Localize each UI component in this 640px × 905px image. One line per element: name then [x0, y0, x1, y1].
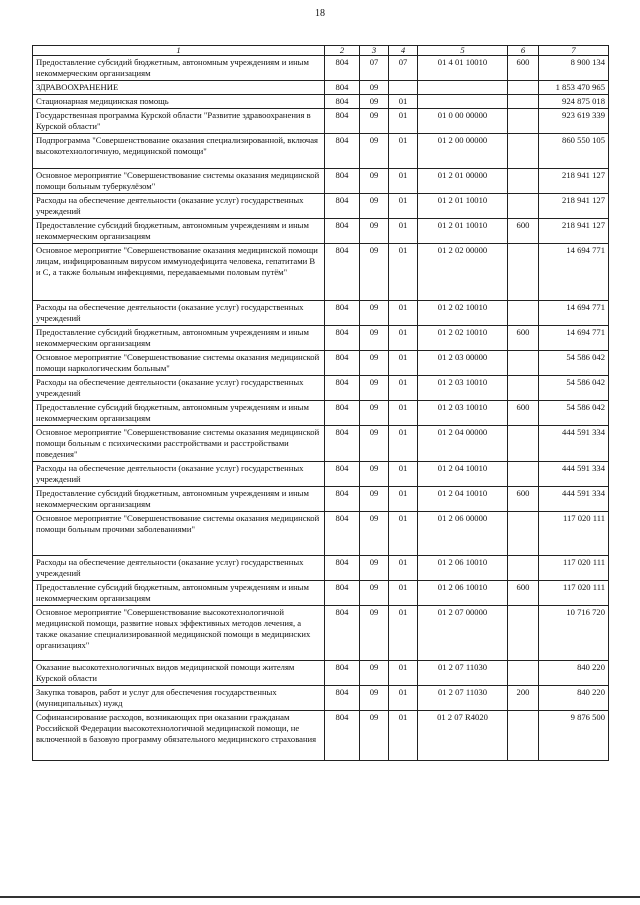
row-vr-cell — [508, 462, 539, 487]
header-col-7: 7 — [539, 46, 609, 56]
row-vr-cell — [508, 606, 539, 661]
row-sum-cell: 117 020 111 — [539, 512, 609, 556]
row-name-cell: Основное мероприятие "Совершенствование системы оказания медицинской помощи больным с психическими расстройствами и расстройствами поведения" — [33, 426, 325, 462]
row-rz-cell: 09 — [360, 81, 389, 95]
table-row — [33, 95, 609, 109]
row-sum-cell: 10 716 720 — [539, 606, 609, 661]
row-csr-cell: 01 2 07 11030 — [418, 661, 508, 686]
row-sum-cell: 923 619 339 — [539, 109, 609, 134]
row-name-cell: Основное мероприятие "Совершенствование системы оказания медицинской помощи больным туберкулёзом" — [33, 169, 325, 194]
row-name-cell: Предоставление субсидий бюджетным, автономным учреждениям и иным некоммерческим организациям — [33, 581, 325, 606]
row-name-cell: Основное мероприятие "Совершенствование высокотехнологичной медицинской помощи, развитие новых эффективных методов лечения, а также оказание специализированной медицинской помощи в медицинских организациях" — [33, 606, 325, 661]
row-rz-cell: 09 — [360, 244, 389, 301]
row-rz-cell: 09 — [360, 711, 389, 761]
row-vr-cell — [508, 556, 539, 581]
row-pr-cell: 01 — [389, 686, 418, 711]
row-name-cell: Софинансирование расходов, возникающих при оказании гражданам Российской Федерации высокотехнологичной медицинской помощи, не включенной в базовую программу обязательного медицинского страхования — [33, 711, 325, 761]
row-sum-cell: 54 586 042 — [539, 351, 609, 376]
row-name-cell: Предоставление субсидий бюджетным, автономным учреждениям и иным некоммерческим организациям — [33, 326, 325, 351]
row-rz-cell: 09 — [360, 487, 389, 512]
table-row — [33, 606, 609, 661]
row-pr-cell: 01 — [389, 109, 418, 134]
row-pr-cell — [389, 81, 418, 95]
row-pr-cell: 01 — [389, 487, 418, 512]
row-csr-cell: 01 2 07 00000 — [418, 606, 508, 661]
row-gr-cell: 804 — [325, 711, 360, 761]
row-csr-cell: 01 2 02 00000 — [418, 244, 508, 301]
row-pr-cell: 01 — [389, 376, 418, 401]
row-name-cell: Основное мероприятие "Совершенствование оказания медицинской помощи лицам, инфицированным вирусом иммунодефицита человека, гепатитами В и С, а также больным инфекциями, передаваемыми половым путём" — [33, 244, 325, 301]
row-csr-cell: 01 2 06 00000 — [418, 512, 508, 556]
row-pr-cell: 01 — [389, 401, 418, 426]
row-pr-cell: 01 — [389, 244, 418, 301]
row-pr-cell: 01 — [389, 512, 418, 556]
row-rz-cell: 09 — [360, 134, 389, 169]
row-rz-cell: 09 — [360, 556, 389, 581]
row-gr-cell: 804 — [325, 401, 360, 426]
row-sum-cell: 117 020 111 — [539, 581, 609, 606]
row-gr-cell: 804 — [325, 487, 360, 512]
row-sum-cell: 218 941 127 — [539, 169, 609, 194]
row-pr-cell: 01 — [389, 462, 418, 487]
row-sum-cell: 860 550 105 — [539, 134, 609, 169]
table-row — [33, 686, 609, 711]
row-csr-cell: 01 2 01 10010 — [418, 194, 508, 219]
row-vr-cell — [508, 194, 539, 219]
row-pr-cell: 01 — [389, 219, 418, 244]
row-gr-cell: 804 — [325, 219, 360, 244]
row-csr-cell: 01 4 01 10010 — [418, 56, 508, 81]
table-row — [33, 426, 609, 462]
row-csr-cell: 01 2 02 10010 — [418, 301, 508, 326]
row-csr-cell: 01 2 04 10010 — [418, 462, 508, 487]
table-row — [33, 401, 609, 426]
row-rz-cell: 09 — [360, 401, 389, 426]
row-gr-cell: 804 — [325, 169, 360, 194]
page-number: 18 — [315, 8, 325, 19]
row-rz-cell: 09 — [360, 661, 389, 686]
row-gr-cell: 804 — [325, 462, 360, 487]
row-vr-cell — [508, 244, 539, 301]
row-rz-cell: 09 — [360, 351, 389, 376]
row-name-cell: Закупка товаров, работ и услуг для обеспечения государственных (муниципальных) нужд — [33, 686, 325, 711]
row-sum-cell: 54 586 042 — [539, 401, 609, 426]
row-name-cell: Расходы на обеспечение деятельности (оказание услуг) государственных учреждений — [33, 556, 325, 581]
row-pr-cell: 07 — [389, 56, 418, 81]
table-body — [33, 56, 609, 761]
row-sum-cell: 840 220 — [539, 686, 609, 711]
row-csr-cell: 01 2 03 00000 — [418, 351, 508, 376]
table-row — [33, 556, 609, 581]
row-vr-cell: 600 — [508, 487, 539, 512]
row-sum-cell: 1 853 470 965 — [539, 81, 609, 95]
row-csr-cell: 01 2 03 10010 — [418, 401, 508, 426]
row-csr-cell: 01 2 02 10010 — [418, 326, 508, 351]
row-pr-cell: 01 — [389, 581, 418, 606]
row-csr-cell: 01 2 06 10010 — [418, 581, 508, 606]
row-pr-cell: 01 — [389, 169, 418, 194]
row-vr-cell — [508, 426, 539, 462]
row-vr-cell — [508, 711, 539, 761]
row-rz-cell: 09 — [360, 686, 389, 711]
row-gr-cell: 804 — [325, 95, 360, 109]
row-vr-cell — [508, 109, 539, 134]
row-name-cell: Предоставление субсидий бюджетным, автономным учреждениям и иным некоммерческим организациям — [33, 401, 325, 426]
table-row — [33, 376, 609, 401]
row-vr-cell — [508, 95, 539, 109]
budget-table — [32, 45, 609, 761]
row-rz-cell: 09 — [360, 606, 389, 661]
row-pr-cell: 01 — [389, 326, 418, 351]
row-vr-cell — [508, 81, 539, 95]
row-csr-cell: 01 2 07 R4020 — [418, 711, 508, 761]
row-rz-cell: 09 — [360, 109, 389, 134]
row-name-cell: Расходы на обеспечение деятельности (оказание услуг) государственных учреждений — [33, 194, 325, 219]
row-pr-cell: 01 — [389, 556, 418, 581]
table-row — [33, 81, 609, 95]
row-rz-cell: 07 — [360, 56, 389, 81]
header-col-2: 2 — [325, 46, 360, 56]
row-vr-cell — [508, 376, 539, 401]
row-pr-cell: 01 — [389, 711, 418, 761]
row-vr-cell: 600 — [508, 326, 539, 351]
row-sum-cell: 9 876 500 — [539, 711, 609, 761]
row-gr-cell: 804 — [325, 351, 360, 376]
row-name-cell: Расходы на обеспечение деятельности (оказание услуг) государственных учреждений — [33, 462, 325, 487]
row-rz-cell: 09 — [360, 462, 389, 487]
row-vr-cell: 600 — [508, 219, 539, 244]
row-sum-cell: 840 220 — [539, 661, 609, 686]
row-sum-cell: 14 694 771 — [539, 244, 609, 301]
row-rz-cell: 09 — [360, 581, 389, 606]
table-row — [33, 194, 609, 219]
row-rz-cell: 09 — [360, 376, 389, 401]
row-gr-cell: 804 — [325, 244, 360, 301]
table-row — [33, 487, 609, 512]
row-sum-cell: 14 694 771 — [539, 301, 609, 326]
row-gr-cell: 804 — [325, 376, 360, 401]
row-gr-cell: 804 — [325, 134, 360, 169]
row-rz-cell: 09 — [360, 512, 389, 556]
row-gr-cell: 804 — [325, 661, 360, 686]
row-rz-cell: 09 — [360, 219, 389, 244]
row-pr-cell: 01 — [389, 301, 418, 326]
row-sum-cell: 444 591 334 — [539, 426, 609, 462]
header-col-5: 5 — [418, 46, 508, 56]
row-csr-cell: 01 2 04 00000 — [418, 426, 508, 462]
row-gr-cell: 804 — [325, 109, 360, 134]
row-pr-cell: 01 — [389, 606, 418, 661]
row-gr-cell: 804 — [325, 556, 360, 581]
row-name-cell: Основное мероприятие "Совершенствование системы оказания медицинской помощи больным прочими заболеваниями" — [33, 512, 325, 556]
row-gr-cell: 804 — [325, 581, 360, 606]
row-csr-cell: 01 2 01 10010 — [418, 219, 508, 244]
row-vr-cell — [508, 301, 539, 326]
row-pr-cell: 01 — [389, 95, 418, 109]
row-rz-cell: 09 — [360, 95, 389, 109]
table-row — [33, 134, 609, 169]
row-vr-cell — [508, 512, 539, 556]
row-csr-cell: 01 2 07 11030 — [418, 686, 508, 711]
table-row — [33, 244, 609, 301]
table-row — [33, 581, 609, 606]
row-vr-cell: 600 — [508, 401, 539, 426]
row-gr-cell: 804 — [325, 194, 360, 219]
row-gr-cell: 804 — [325, 301, 360, 326]
row-rz-cell: 09 — [360, 301, 389, 326]
row-name-cell: Расходы на обеспечение деятельности (оказание услуг) государственных учреждений — [33, 376, 325, 401]
row-csr-cell — [418, 81, 508, 95]
row-csr-cell: 01 2 00 00000 — [418, 134, 508, 169]
bottom-rule — [0, 896, 640, 898]
table-row — [33, 711, 609, 761]
row-vr-cell — [508, 134, 539, 169]
row-name-cell: Стационарная медицинская помощь — [33, 95, 325, 109]
row-sum-cell: 444 591 334 — [539, 487, 609, 512]
row-gr-cell: 804 — [325, 326, 360, 351]
row-sum-cell: 218 941 127 — [539, 194, 609, 219]
table-row — [33, 661, 609, 686]
row-pr-cell: 01 — [389, 194, 418, 219]
header-col-3: 3 — [360, 46, 389, 56]
row-vr-cell: 200 — [508, 686, 539, 711]
row-pr-cell: 01 — [389, 134, 418, 169]
row-gr-cell: 804 — [325, 56, 360, 81]
table-row — [33, 351, 609, 376]
row-sum-cell: 444 591 334 — [539, 462, 609, 487]
row-rz-cell: 09 — [360, 326, 389, 351]
row-csr-cell: 01 2 01 00000 — [418, 169, 508, 194]
row-vr-cell — [508, 169, 539, 194]
table-row — [33, 56, 609, 81]
row-csr-cell: 01 2 04 10010 — [418, 487, 508, 512]
row-vr-cell — [508, 351, 539, 376]
row-vr-cell: 600 — [508, 56, 539, 81]
row-gr-cell: 804 — [325, 81, 360, 95]
row-name-cell: Предоставление субсидий бюджетным, автономным учреждениям и иным некоммерческим организациям — [33, 56, 325, 81]
row-sum-cell: 8 900 134 — [539, 56, 609, 81]
row-gr-cell: 804 — [325, 686, 360, 711]
table-row — [33, 462, 609, 487]
row-csr-cell: 01 2 06 10010 — [418, 556, 508, 581]
row-vr-cell — [508, 661, 539, 686]
row-sum-cell: 924 875 018 — [539, 95, 609, 109]
row-rz-cell: 09 — [360, 194, 389, 219]
row-name-cell: Предоставление субсидий бюджетным, автономным учреждениям и иным некоммерческим организациям — [33, 219, 325, 244]
row-csr-cell: 01 2 03 10010 — [418, 376, 508, 401]
header-row — [33, 46, 609, 56]
row-rz-cell: 09 — [360, 169, 389, 194]
row-name-cell: Оказание высокотехнологичных видов медицинской помощи жителям Курской области — [33, 661, 325, 686]
row-name-cell: Подпрограмма "Совершенствование оказания специализированной, включая высокотехнологичную, медицинской помощи" — [33, 134, 325, 169]
row-sum-cell: 14 694 771 — [539, 326, 609, 351]
row-name-cell: Расходы на обеспечение деятельности (оказание услуг) государственных учреждений — [33, 301, 325, 326]
row-pr-cell: 01 — [389, 661, 418, 686]
row-name-cell: Государственная программа Курской области "Развитие здравоохранения в Курской области" — [33, 109, 325, 134]
header-col-4: 4 — [389, 46, 418, 56]
row-name-cell: Предоставление субсидий бюджетным, автономным учреждениям и иным некоммерческим организациям — [33, 487, 325, 512]
row-sum-cell: 117 020 111 — [539, 556, 609, 581]
table-row — [33, 109, 609, 134]
table-row — [33, 219, 609, 244]
header-col-6: 6 — [508, 46, 539, 56]
row-gr-cell: 804 — [325, 512, 360, 556]
row-rz-cell: 09 — [360, 426, 389, 462]
row-sum-cell: 218 941 127 — [539, 219, 609, 244]
row-name-cell: Основное мероприятие "Совершенствование системы оказания медицинской помощи наркологическим больным" — [33, 351, 325, 376]
row-gr-cell: 804 — [325, 426, 360, 462]
header-col-1: 1 — [33, 46, 325, 56]
row-name-cell: ЗДРАВООХРАНЕНИЕ — [33, 81, 325, 95]
row-csr-cell — [418, 95, 508, 109]
table-row — [33, 169, 609, 194]
row-pr-cell: 01 — [389, 351, 418, 376]
row-pr-cell: 01 — [389, 426, 418, 462]
row-sum-cell: 54 586 042 — [539, 376, 609, 401]
table-row — [33, 512, 609, 556]
table-row — [33, 301, 609, 326]
table-row — [33, 326, 609, 351]
row-csr-cell: 01 0 00 00000 — [418, 109, 508, 134]
row-gr-cell: 804 — [325, 606, 360, 661]
row-vr-cell: 600 — [508, 581, 539, 606]
